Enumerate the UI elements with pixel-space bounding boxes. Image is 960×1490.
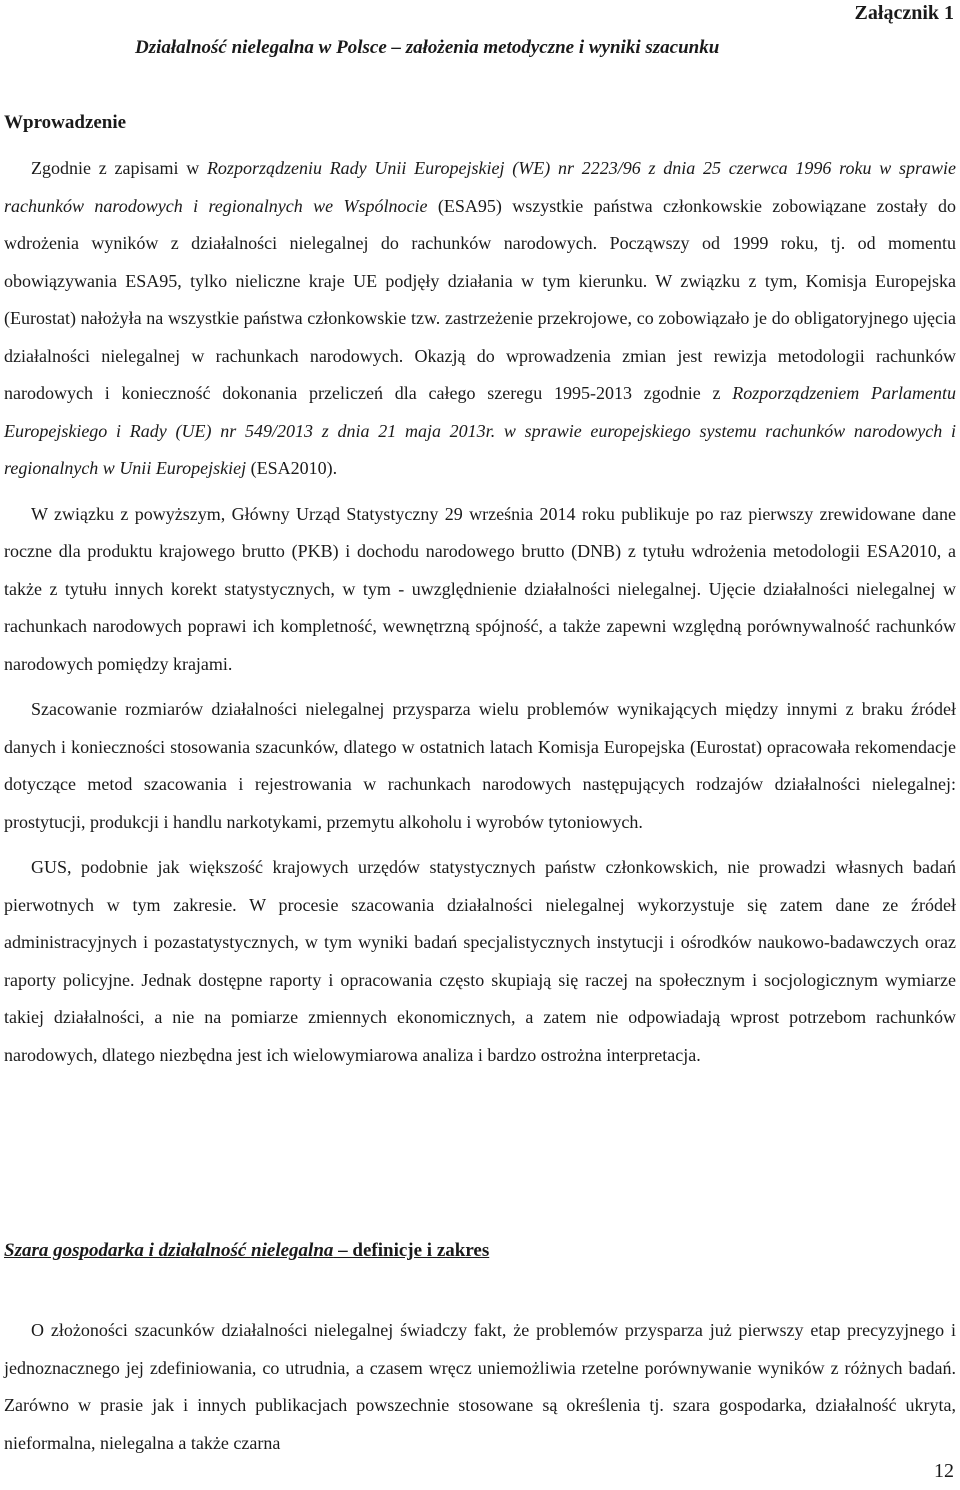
paragraph-4: GUS, podobnie jak większość krajowych urzędów statystycznych państw członkowskich, nie prowadzi własnych badań pierwotnych w tym zakresie. W procesie szacowania działalności nielegalnej wykorzystuje się zatem dane ze źródeł administracyjnych i pozastatystycznych, w tym wyniki badań specjalistycznych instytucji i ośrodków naukowo-badawczych oraz raporty policyjne. Jednak dostępne raporty i opracowania często skupiają się raczej na społecznym i socjologicznym wymiarze takiej działalności, a nie na pomiarze zmiennych ekonomicznych, a zatem nie odpowiadają wprost potrzebom rachunków narodowych, dlatego niezbędna jest ich wielowymiarowa analiza i bardzo ostrożna interpretacja. bbox=[4, 857, 956, 1065]
introduction-body bbox=[4, 150, 956, 1074]
paragraph-1-part-c: (ESA95) wszystkie państwa członkowskie zobowiązane zostały do wdrożenia wyników z działalności nielegalnej do rachunków narodowych. Począwszy od 1999 roku, tj. od momentu obowiązywania ESA95, tylko nieliczne kraje UE podjęły działania w tym kierunku. W związku z tym, Komisja Europejska (Eurostat) nałożyła na wszystkie państwa członkowskie tzw. zastrzeżenie przekrojowe, co zobowiązało je do obligatoryjnego ujęcia działalności nielegalnej w rachunkach narodowych. Okazją do wprowadzenia zmian jest rewizja metodologii rachunków narodowych i konieczność dokonania przeliczeń dla całego szeregu 1995-2013 zgodnie z bbox=[4, 195, 956, 403]
paragraph-1-part-a: Zgodnie z zapisami w bbox=[31, 158, 207, 178]
section-heading-definitions-italic: Szara gospodarka i działalność nielegalna bbox=[4, 1240, 334, 1261]
section-heading-definitions-rest: – definicje i zakres bbox=[333, 1240, 490, 1261]
document-title: Działalność nielegalna w Polsce – założenia metodyczne i wyniki szacunku bbox=[135, 37, 720, 58]
section-heading-definitions bbox=[4, 1240, 489, 1262]
paragraph-1 bbox=[4, 150, 956, 488]
page-number: 12 bbox=[934, 1460, 954, 1482]
definitions-body bbox=[4, 1312, 956, 1462]
regulation-reference-1996: Rozporządzeniu Rady Unii Europejskiej (WE) nr 2223/96 z dnia 25 czerwca 1996 roku w sprawie rachunków narodowych i regionalnych we Wspólnocie bbox=[4, 158, 956, 216]
paragraph-2: W związku z powyższym, Główny Urząd Statystyczny 29 września 2014 roku publikuje po raz pierwszy zrewidowane dane roczne dla produktu krajowego brutto (PKB) i dochodu narodowego brutto (DNB) z tytułu wdrożenia metodologii ESA2010, a także z tytułu innych korekt statystycznych, w tym - uwzględnienie działalności nielegalnej. Ujęcie działalności nielegalnej w rachunkach narodowych poprawi ich kompletność, wewnętrzną spójność, a także zapewni względną porównywalność rachunków narodowych pomiędzy krajami. bbox=[4, 503, 956, 674]
regulation-reference-2013: Rozporządzeniem Parlamentu Europejskiego i Rady (UE) nr 549/2013 z dnia 21 maja 2013r. w sprawie europejskiego systemu rachunków narodowych i regionalnych w Unii Europejskiej bbox=[4, 383, 957, 478]
annex-label: Załącznik 1 bbox=[854, 2, 954, 24]
paragraph-5: O złożoności szacunków działalności nielegalnej świadczy fakt, że problemów przysparza już pierwszy etap precyzyjnego i jednoznacznego jej zdefiniowania, co utrudnia, a czasem wręcz uniemożliwia rzetelne porównywanie wyników z różnych badań. Zarówno w prasie jak i innych publikacjach powszechnie stosowane są określenia tj. szara gospodarka, działalność ukryta, nieformalna, nielegalna a także czarna bbox=[4, 1320, 956, 1453]
section-heading-introduction: Wprowadzenie bbox=[4, 112, 127, 133]
paragraph-3: Szacowanie rozmiarów działalności nielegalnej przysparza wielu problemów wynikających między innymi z braku źródeł danych i konieczności stosowania szacunków, dlatego w ostatnich latach Komisja Europejska (Eurostat) opracowała rekomendacje dotyczące metod szacowania i rejestrowania w rachunkach narodowych następujących rodzajów działalności nielegalnej: prostytucji, produkcji i handlu narkotykami, przemytu alkoholu i wyrobów tytoniowych. bbox=[4, 699, 956, 832]
paragraph-1-part-e: (ESA2010). bbox=[246, 458, 338, 478]
